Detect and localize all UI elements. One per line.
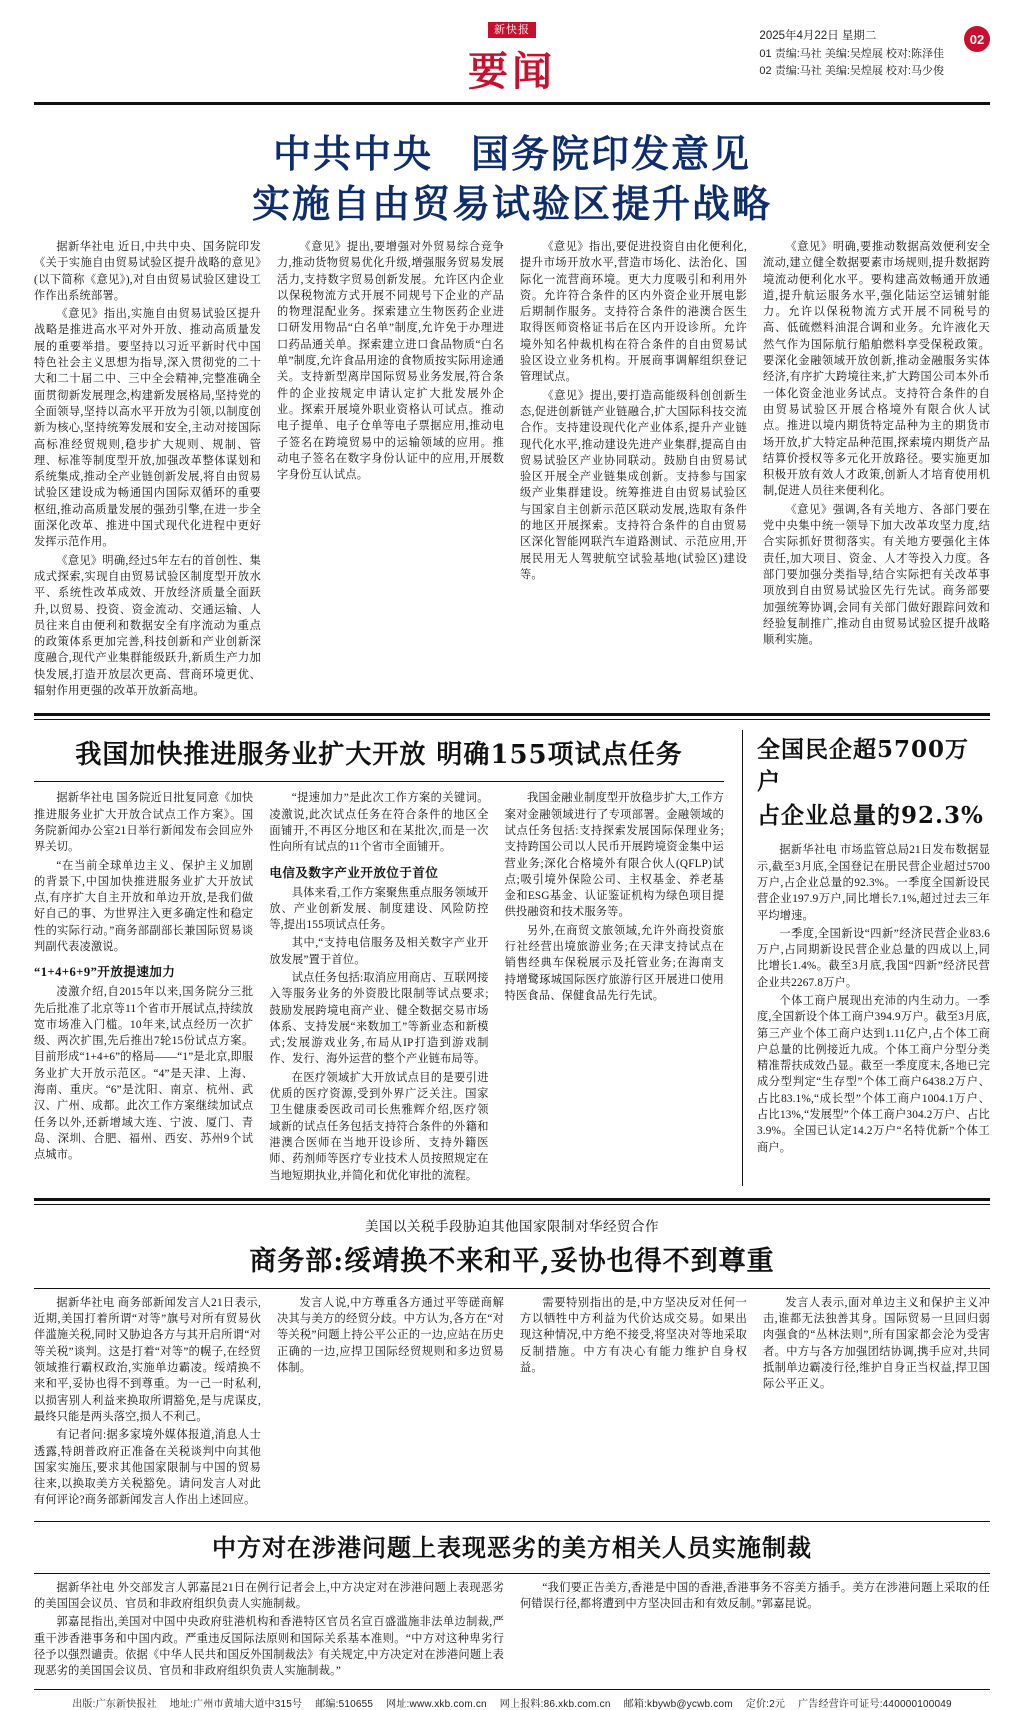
story2-subhead-2: 电信及数字产业开放位于首位	[269, 865, 439, 880]
paragraph: 《意见》明确,经过5年左右的首创性、集成式探索,实现自由贸易试验区制度型开放水平、系统性改革成效、开放经济质量全面跃升,以贸易、投资、资金流动、交通运输、人员往来自由便利和数据安全有序流动为重点的政策体系更加完善,科技创新和产业创新深度融合,现代产业集群能级跃升,新质生产力加快发展,打造开放层次更高、营商环境更优、辐射作用更强的改革开放新高地。	[34, 554, 261, 698]
paragraph: 具体来看,工作方案聚焦重点服务领域开放、产业创新发展、制度建设、风险防控等,提出155项试点任务。	[269, 886, 489, 932]
paragraph: 郭嘉昆指出,美国对中国中央政府驻港机构和香港特区官员名宣百盛滥施非法单边制裁,严重干涉香港事务和中国内政。严重违反国际法原则和国际关系基本准则。“中方对这种卑劣行径予以强烈谴责。依据《中华人民共和国反外国制裁法》有关规定,中方决定对在涉港问题上表现恶劣的美国国会议员、官员和非政府组织负责人实施制裁。”	[34, 1616, 504, 1678]
story3-column-4	[763, 1295, 990, 1511]
story3-column-1	[34, 1295, 261, 1511]
paragraph: 发言人说,中方尊重各方通过平等磋商解决其与美方的经贸分歧。中方认为,各方在“对等关税”问题上持公平公正的一边,应站在历史正确的一边,应捍卫国际经贸规则和多边贸易体制。	[277, 1296, 504, 1375]
paragraph: 据新华社电 商务部新闻发言人21日表示,近期,美国打着所谓“对等”旗号对所有贸易伙伴滥施关税,同时又胁迫各方与其开启所谓“对等关税”谈判。这是打着“对等”的幌子,在经贸领域推行霸权政治,实施单边霸凌。绥靖换不来和平,妥协也得不到尊重。为一己一时私利,以损害别人利益来换取所谓豁免,是与虎谋皮,最终只能是两头落空,损人不利己。	[34, 1296, 261, 1423]
issue-meta	[759, 28, 944, 80]
headline-line1-part2: 国务院印发意见	[471, 131, 752, 176]
story-mofcom	[34, 1215, 990, 1511]
paragraph: 《意见》提出,要增强对外贸易综合竞争力,推动货物贸易优化升级,增强服务贸易发展活力,支持数字贸易创新发展。允许区内企业以保税物流方式开展不同规号下企业的产品的物理混配业务。探索建立生物医药企业进口研发用物品“白名单”制度,允许免于办理进口药品通关单。探索建立进口食品物质“白名单”制度,允许食品用途的食物质按实际用途通关。支持新型离岸国际贸易业务发展,符合条件的企业按规定申请认定扩大批发展外企业。探索开展境外职业资格认可试点。推动电子提单、电子仓单等电子票据应用,推动电子签名在跨境贸易中的运输领域的应用。推动电子签名在数字身份认证中的应用,开展数字身份互认试点。	[277, 241, 504, 482]
lead-column-4	[763, 239, 990, 701]
section-divider-2	[34, 1198, 990, 1205]
story4-column-2	[520, 1580, 990, 1682]
story3-column-2	[277, 1295, 504, 1511]
paragraph: 需要特别指出的是,中方坚决反对任何一方以牺牲中方利益为代价达成交易。如果出现这种情况,中方绝不接受,将坚决对等地采取反制措施。中方有决心有能力维护自身权益。	[520, 1296, 747, 1375]
paragraph: 《意见》指出,要促进投资自由化便利化,提升市场开放水平,营造市场化、法治化、国际化一流营商环境。更大力度吸引和利用外资。允许符合条件的区内外资企业开展电影后期制作服务。支持符合条件的港澳合医生取得医师资格证书后在区内开设诊所。允许境外知名仲裁机构在符合条件的自由贸易试验区设立业务机构。开展商事调解组织登记管理试点。	[520, 241, 747, 384]
paragraph: 《意见》提出,要打造高能级科创创新生态,促进创新链产业链融合,扩大国际科技交流合作。支持建设现代化产业体系,提升产业链现代化水平,推动建设先进产业集群,提高自由贸易试验区产业协同联动。鼓励自由贸易试验区开展全产业链集成创新。支持参与国家级产业集群建设。统筹推进自由贸易试验区与国家自主创新示范区联动发展,选取有条件的地区开展探索。支持符合条件的自由贸易区深化智能网联汽车道路测试、示范应用,开展民用无人驾驶航空试验基地(试验区)建设等。	[520, 389, 747, 581]
story3-title: 商务部:绥靖换不来和平,妥协也得不到尊重	[249, 1245, 775, 1277]
page-title: 要闻	[468, 48, 556, 95]
paragraph: “提速加力”是此次工作方案的关键词。凌激说,此次试点任务在符合条件的地区全面铺开,不再区分地区和在某批次,而是一次性向所有试点的11个省市全面铺开。	[269, 792, 489, 854]
footer-price: 定价:2元	[745, 1699, 786, 1710]
story2-subhead-1: “1+4+6+9”开放提速加力	[34, 965, 176, 980]
masthead-rule	[34, 102, 990, 105]
footer-license: 广告经营许可证号:440000100049	[798, 1699, 952, 1710]
paragraph: 其中,“支持电信服务及相关数字产业开放发展”置于首位。	[269, 937, 489, 966]
credits-line-1: 01 责编:马社 美编:吴煌展 校对:陈泽佳	[759, 48, 944, 60]
page-footer	[34, 1689, 990, 1710]
section-divider-3	[34, 1521, 990, 1522]
headline-line2: 实施自由贸易试验区提升战略	[251, 181, 772, 226]
credits-line-2: 02 责编:马社 美编:吴煌展 校对:马少俊	[759, 65, 944, 77]
story3-rule	[34, 1288, 990, 1289]
paragraph: 我国金融业制度型开放稳步扩大,工作方案对金融领域进行了专项部署。金融领域的试点任务包括:支持探索发展国际保理业务;支持跨国公司以人民币开展跨境资金集中运营业务;深化合格境外有限合伙人(QFLP)试点;吸引境外保险公司、主权基金、养老基金和ESG基金、认证鉴证机构为绿色项目提供投融资和技术服务等。	[504, 792, 724, 919]
story2-rule	[34, 781, 724, 782]
lead-headline	[34, 129, 990, 229]
story4-column-1	[34, 1580, 504, 1682]
lead-article-columns	[34, 239, 990, 701]
story2-column-1	[34, 790, 253, 1186]
story-hongkong-sanctions	[34, 1528, 990, 1682]
paragraph: 据新华社电 国务院近日批复同意《加快推进服务业扩大开放合试点工作方案》。国务院新闻办公室21日举行新闻发布会回应外界关切。	[34, 792, 254, 854]
story4-columns	[34, 1580, 990, 1682]
paragraph: 《意见》强调,各有关地方、各部门要在党中央集中统一领导下加大改革攻坚力度,结合实际抓好贯彻落实。有关地方要强化主体责任,加大项目、资金、人才等投入力度。各部门要加强分类指导,结合实际把有关改革事项放到自由贸易试验区先行先试。商务部要加强统筹协调,会同有关部门做好跟踪问效和经验复制推广,推动自由贸易试验区提升战略顺利实施。	[763, 503, 990, 647]
issue-date: 2025年4月22日 星期二	[759, 30, 877, 42]
paragraph: “我们要正告美方,香港是中国的香港,香港事务不容美方插手。美方在涉港问题上采取的任何错误行径,都将遭到中方坚决回击和有效反制。”郭嘉昆说。	[520, 1581, 990, 1610]
paragraph: 《意见》明确,要推动数据高效便利安全流动,建立健全数据要素市场规则,提升数据跨境流动便利化水平。要构建高效畅通开放通道,提升航运服务水平,强化陆运空运铺射能力。允许以保税物流方式开展不同税号的高、低硫燃料油混合调和业务。允许液化天然气作为国际航行船舶燃料享受保税政策。要深化金融领域开放创新,推动金融服务实体经济,有序扩大跨境往来,扩大跨国公司本外币一体化资金池业务试点。支持符合条件的自由贸易试验区开展合格境外有限合伙人试点。推进以境内期货特定品种为主的期货市场开放,扩大特定品种范围,探索境内期货产品结算价授权等多元化开放路径。要实施更加积极开放有效人才政策,创新人才培育使用机制,促进人员往来便利化。	[763, 241, 990, 498]
headline-line1-part1: 中共中央	[272, 131, 433, 176]
paragraph: 据新华社电 近日,中共中央、国务院印发《关于实施自由贸易试验区提升战略的意见》(以下简称《意见》),对自由贸易试验区建设工作作出系统部署。	[34, 241, 261, 302]
lead-column-1	[34, 239, 261, 701]
section-divider	[34, 713, 990, 720]
story4-rule	[34, 1573, 990, 1574]
page-number-badge: 02	[964, 26, 990, 52]
masthead	[34, 14, 990, 100]
story2-column-2	[269, 790, 488, 1186]
brand-tag: 新快报	[488, 22, 536, 38]
paragraph: 有记者问:据多家境外媒体报道,消息人士透露,特朗普政府正准备在关税谈判中向其他国家实施压,要求其他国家限制与中国的贸易往来,以换取美方关税豁免。请问发言人对此有何评论?商务部新闻发言人作出上述回应。	[34, 1429, 261, 1507]
lead-column-2	[277, 239, 504, 701]
sidebar-title-line1: 全国民企超5700万户	[757, 736, 970, 796]
story-service-opening	[34, 730, 990, 1186]
story2-columns	[34, 790, 724, 1186]
paragraph: “在当前全球单边主义、保护主义加剧的背景下,中国加快推进服务业扩大开放试点,有序扩大自主开放和单边开放,是我们做好自己的事、为世界注入更多确定性和稳定性的实际行动。”商务部副部长兼国际贸易谈判副代表凌激说。	[34, 859, 254, 953]
paragraph: 据新华社电 市场监管总局21日发布数据显示,截至3月底,全国登记在册民营企业超过5700万户,占企业总量的92.3%。一季度全国新设民营企业197.9万户,同比增长7.1%,超过过去三年平均增速。	[757, 844, 990, 922]
footer-publisher: 出版:广东新快报社	[72, 1699, 157, 1710]
paragraph: 个体工商户展现出充沛的内生动力。一季度,全国新设个体工商户394.9万户。截至3月底,第三产业个体工商户达到1.11亿户,占个体工商户总量的比例接近九成。个体工商户分型分类精准帮扶成效凸显。截至一季度度末,各地已完成分型判定“生存型”个体工商户6438.2万户、占比83.1%,“成长型”个体工商户1004.1万户、占比13%,“发展型”个体工商户304.2万户、占比3.9%。全国已认定14.2万户“名特优新”个体工商户。	[757, 994, 990, 1154]
story4-title: 中方对在涉港问题上表现恶劣的美方相关人员实施制裁	[212, 1532, 812, 1562]
footer-address: 地址:广州市黄埔大道中315号	[169, 1699, 303, 1710]
story3-column-3	[520, 1295, 747, 1511]
story-private-enterprises	[742, 730, 990, 1186]
story3-kicker: 美国以关税手段胁迫其他国家限制对华经贸合作	[365, 1218, 659, 1234]
story2-title: 我国加快推进服务业扩大开放 明确155项试点任务	[75, 740, 683, 771]
story3-columns	[34, 1295, 990, 1511]
story2-column-3	[505, 790, 724, 1186]
footer-online-tip[interactable]: 网上报料:86.xkb.com.cn	[499, 1699, 611, 1710]
paragraph: 在医疗领域扩大开放试点目的是要引进优质的医疗资源,受到外界广泛关注。国家卫生健康委医政司司长焦雅辉介绍,医疗领域新的试点任务包括支持符合条件的外籍和港澳合医师在当地开设诊所、支持外籍医师、药剂师等医疗专业技术人员按照规定在当地短期执业,并简化和优化审批的流程。	[269, 1071, 489, 1182]
footer-postcode: 邮编:510655	[315, 1699, 374, 1710]
paragraph: 凌激介绍,自2015年以来,国务院分三批先后批准了北京等11个省市开展试点,持续放宽市场准入门槛。10年来,试点经历一次扩级、两次扩围,先后推出7轮15份试点方案。目前形成“1+4+6”的格局——“1”是北京,即服务业扩大开放示范区。“4”是天津、上海、海南、重庆。“6”是沈阳、南京、杭州、武汉、广州、成都。此次工作方案继续加试点任务以外,还新增域大连、宁波、厦门、青岛、深圳、合肥、福州、西安、苏州9个试点城市。	[34, 986, 254, 1162]
paragraph: 试点任务包括:取消应用商店、互联网接入等服务业务的外资股比限制等试点要求;鼓励发展跨境电商产业、健全数据交易市场体系、支持发展“来数加工”等新业态和新模式;发展游戏业务,布局从IP打造到游戏制作、发行、海外运营的整个产业链布局等。	[269, 971, 489, 1066]
paragraph: 据新华社电 外交部发言人郭嘉昆21日在例行记者会上,中方决定对在涉港问题上表现恶劣的美国国会议员、官员和非政府组织负责人实施制裁。	[34, 1581, 504, 1610]
lead-column-3	[520, 239, 747, 701]
footer-email[interactable]: 邮箱:kbywb@ycwb.com	[623, 1699, 733, 1710]
paragraph: 一季度,全国新设“四新”经济民营企业83.6万户,占同期新设民营企业总量的四成以上,同比增长1.4%。截至3月底,我国“四新”经济民营企业共2267.8万户。	[757, 927, 990, 989]
footer-website[interactable]: 网址:www.xkb.com.cn	[386, 1699, 487, 1710]
story2-main	[34, 730, 724, 1186]
sidebar-title-line2: 占企业总量的92.3%	[757, 802, 984, 830]
paragraph: 发言人表示,面对单边主义和保护主义冲击,谁都无法独善其身。国际贸易一旦回归弱肉强食的“丛林法则”,所有国家都会沦为受害者。中方与各方加强团结协调,携手应对,共同抵制单边霸凌行径,维护自身正当权益,捍卫国际公平正义。	[763, 1296, 990, 1391]
paragraph: 《意见》指出,实施自由贸易试验区提升战略是推进高水平对外开放、推动高质量发展的重要举措。要坚持以习近平新时代中国特色社会主义思想为指导,深入贯彻党的二十大和二十届二中、三中全会精神,完整准确全面贯彻新发展理念,构建新发展格局,坚持党的全面领导,坚持以高水平开放为引领,以制度创新为核心,坚持统筹发展和安全,主动对接国际高标准经贸规则,稳步扩大规则、规制、管理、标准等制度型开放,加强改革整体谋划和系统集成,推动全产业链创新发展,将自由贸易试验区建设成为畅通国内国际双循环的重要枢纽,推动高质量发展的强劲引擎,在进一步全面深化改革、推进中国式现代化进程中更好发挥示范作用。	[34, 308, 261, 549]
paragraph: 另外,在商贸文旅领域,允许外商投资旅行社经营出境旅游业务;在天津支持试点在销售经典车保税展示及托管业务;在海南支持增鹭琢城国际医疗旅游行区开展进口使用特医食品、保健食品先行先试。	[504, 924, 724, 1002]
